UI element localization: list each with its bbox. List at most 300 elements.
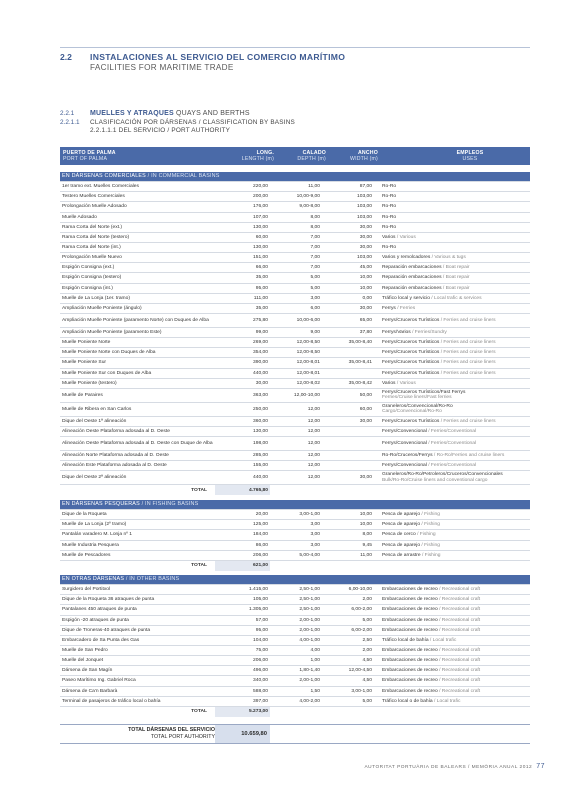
- depth-cell: 12,00: [270, 437, 322, 451]
- table-row: [60, 656, 530, 666]
- table-row: [60, 645, 530, 655]
- depth-cell: 7,00: [270, 253, 322, 263]
- berth-name: Muelle de La Lonja (1er. tramo): [60, 293, 215, 303]
- width-cell: 11,00: [322, 550, 374, 560]
- uses-cell: Graneleros/Convencional/Ro-Ro Cargo/Convencional/Ro-Ro: [374, 402, 530, 416]
- length-cell: 275,80: [215, 313, 270, 327]
- length-cell: 440,00: [215, 471, 270, 485]
- berth-name: Ampliación Muelle Poniente (ángulo): [60, 303, 215, 313]
- berth-name: Prolongación Muelle Adosado: [60, 202, 215, 212]
- length-cell: 206,00: [215, 656, 270, 666]
- width-cell: 35,00-8,40: [322, 338, 374, 348]
- width-cell: 2,00: [322, 595, 374, 605]
- berth-name: Alineación Oeste Plataforma adosada al D. Oeste con Duque de Alba: [60, 437, 215, 451]
- width-cell: 50,00: [322, 388, 374, 402]
- basin-table: [60, 172, 530, 495]
- berth-name: 1er tramo ext. Muelles Comerciales: [60, 182, 215, 192]
- berth-name: Espigón Consigna (ext.): [60, 263, 215, 273]
- table-row: [60, 212, 530, 222]
- berth-name: Prolongación Muelle Nuevo: [60, 253, 215, 263]
- uses-cell: Ferrys/Cruceros Turísticos / Ferries and cruise liners: [374, 416, 530, 426]
- length-cell: 57,00: [215, 615, 270, 625]
- berth-name: Rama Corta del Norte (int.): [60, 242, 215, 252]
- sub-subsection-title: CLASIFICACIÓN POR DÁRSENAS / CLASSIFICATION BY BASINS: [90, 118, 295, 126]
- berth-name: Ampliación Muelle Poniente (paramento Norte) con Duques de Alba: [60, 313, 215, 327]
- header-depth: CALADO DEPTH (m): [297, 150, 326, 162]
- length-cell: 105,00: [215, 595, 270, 605]
- table-row: [60, 550, 530, 560]
- subsection-heading: [60, 110, 530, 136]
- depth-cell: 7,00: [270, 232, 322, 242]
- length-cell: 1.305,00: [215, 605, 270, 615]
- depth-cell: 12,00: [270, 461, 322, 471]
- length-cell: 95,00: [215, 283, 270, 293]
- uses-cell: Ferrys/Cruceros Turísticos / Ferries and cruise liners: [374, 358, 530, 368]
- grand-total-value: 10.659,80: [215, 725, 270, 743]
- berth-name: Muelle de La Lonja (2º tramo): [60, 520, 215, 530]
- width-cell: 10,00: [322, 273, 374, 283]
- table-row: [60, 313, 530, 327]
- length-cell: 99,00: [215, 327, 270, 337]
- table-row: [60, 615, 530, 625]
- table-row: [60, 327, 530, 337]
- berth-name: Dique de la Roqueta: [60, 510, 215, 520]
- depth-cell: 3,00: [270, 530, 322, 540]
- table-row: [60, 686, 530, 696]
- depth-cell: 8,00: [270, 212, 322, 222]
- berth-name: Dique de Troneras-40 atraques de punta: [60, 625, 215, 635]
- total-label: TOTAL: [191, 709, 207, 715]
- width-cell: 30,00: [322, 232, 374, 242]
- length-cell: 155,00: [215, 461, 270, 471]
- length-cell: 95,00: [215, 625, 270, 635]
- section-subtitle: FACILITIES FOR MARITIME TRADE: [90, 63, 234, 72]
- width-cell: 30,00: [322, 222, 374, 232]
- uses-cell: Ferrys/Convencional / Ferries/Conventional: [374, 426, 530, 436]
- length-cell: 354,00: [215, 348, 270, 358]
- basin-table: [60, 575, 530, 717]
- depth-cell: 1,50: [270, 686, 322, 696]
- depth-cell: 3,00: [270, 540, 322, 550]
- section-title: INSTALACIONES AL SERVICIO DEL COMERCIO MARÍTIMO: [90, 52, 346, 62]
- depth-cell: 12,00-8,01: [270, 368, 322, 378]
- berth-name: Surgidero del Portitxol: [60, 585, 215, 595]
- depth-cell: 4,00: [270, 645, 322, 655]
- depth-cell: 12,00: [270, 416, 322, 426]
- uses-cell: Reparación embarcaciones / Boat repair: [374, 263, 530, 273]
- width-cell: 35,00-8,41: [322, 358, 374, 368]
- width-cell: 37,80: [322, 327, 374, 337]
- berth-name: Dique del Oeste 2ª alineación: [60, 471, 215, 485]
- length-cell: 588,00: [215, 686, 270, 696]
- berth-name: Espigón Consigna (testero): [60, 273, 215, 283]
- width-cell: 30,00: [322, 471, 374, 485]
- total-spacer: [270, 560, 530, 571]
- berth-name: Muelle Poniente Sur con Duques de Alba: [60, 368, 215, 378]
- uses-cell: Ferrys/Convencional / Ferries/Conventional: [374, 437, 530, 451]
- berth-name: Muelle Adosado: [60, 212, 215, 222]
- berth-name: Alineación Oeste Plataforma adosada al D. Oeste: [60, 426, 215, 436]
- berth-name: Terminal de pasajeros de tráfico local o bahía: [60, 696, 215, 706]
- length-cell: 390,00: [215, 358, 270, 368]
- uses-cell: Ro-Ro: [374, 182, 530, 192]
- berth-name: Testero Muelles Comerciales: [60, 192, 215, 202]
- berth-name: Dársena de Ca'n Barbarà: [60, 686, 215, 696]
- berth-name: Muelle de Paraires: [60, 388, 215, 402]
- table-row: [60, 676, 530, 686]
- table-row: [60, 605, 530, 615]
- uses-cell: Embarcaciones de recreo / Recreational craft: [374, 656, 530, 666]
- table-row: [60, 283, 530, 293]
- subsection-number: 2.2.1: [60, 110, 75, 117]
- width-cell: 3,00-1,00: [322, 686, 374, 696]
- table-row: [60, 471, 530, 485]
- length-cell: 200,00: [215, 192, 270, 202]
- length-cell: 363,00: [215, 388, 270, 402]
- berth-name: Paseo Marítimo Ing. Gabriel Roca: [60, 676, 215, 686]
- section-number: 2.2: [60, 52, 72, 62]
- table-row: [60, 273, 530, 283]
- uses-cell: Pesca de aparejo / Fishing: [374, 540, 530, 550]
- uses-cell: Tráfico local de bahía / Local trafic: [374, 635, 530, 645]
- length-cell: 184,00: [215, 530, 270, 540]
- length-cell: 20,00: [215, 510, 270, 520]
- width-cell: 4,50: [322, 676, 374, 686]
- uses-cell: Tráfico local y servicio / Local trafic & services: [374, 293, 530, 303]
- table-row: [60, 388, 530, 402]
- depth-cell: 2,50-1,00: [270, 595, 322, 605]
- width-cell: 65,00: [322, 313, 374, 327]
- uses-cell: Ro-Ro: [374, 242, 530, 252]
- table-row: [60, 540, 530, 550]
- berth-name: Espigón -20 atraques de punta: [60, 615, 215, 625]
- length-cell: 35,00: [215, 273, 270, 283]
- uses-cell: Reparación embarcaciones / Boat repair: [374, 283, 530, 293]
- berth-name: Ampliación Muelle Poniente (paramento Este): [60, 327, 215, 337]
- total-row: [60, 485, 530, 496]
- table-row: [60, 530, 530, 540]
- berth-name: Muelle del Jonquet: [60, 656, 215, 666]
- page-footer: [0, 763, 545, 770]
- depth-cell: 3,00: [270, 520, 322, 530]
- width-cell: 10,00: [322, 520, 374, 530]
- sub-subsection-number: 2.2.1.1: [60, 118, 80, 126]
- length-cell: 397,00: [215, 696, 270, 706]
- depth-cell: 5,00: [270, 283, 322, 293]
- depth-cell: 1,80-1,40: [270, 666, 322, 676]
- length-cell: 198,00: [215, 437, 270, 451]
- uses-cell: Tráfico local o de bahía / Local trafic: [374, 696, 530, 706]
- header-width: ANCHO WIDTH (m): [349, 150, 378, 162]
- uses-cell: Embarcaciones de recreo / Recreational craft: [374, 645, 530, 655]
- length-cell: 151,00: [215, 253, 270, 263]
- total-label: TOTAL: [191, 563, 207, 569]
- table-row: [60, 635, 530, 645]
- uses-cell: Ferrys/Cruceros Turísticos / Ferries and cruise liners: [374, 368, 530, 378]
- berth-name: Muelle de Ribera en San Carlos: [60, 402, 215, 416]
- section-heading: [60, 47, 530, 72]
- uses-cell: Embarcaciones de recreo / Recreational craft: [374, 676, 530, 686]
- uses-cell: Varios / Various: [374, 232, 530, 242]
- berth-name: Pantalanes 450 atraques de punta: [60, 605, 215, 615]
- table-row: [60, 378, 530, 388]
- depth-cell: 5,00-4,00: [270, 550, 322, 560]
- header-location: PUERTO DE PALMA PORT OF PALMA: [63, 150, 116, 162]
- width-cell: 5,00: [322, 615, 374, 625]
- table-row: [60, 416, 530, 426]
- basin-table: [60, 500, 530, 571]
- depth-cell: 12,00: [270, 402, 322, 416]
- table-row: [60, 451, 530, 461]
- length-cell: 269,00: [215, 338, 270, 348]
- total-value: 621,00: [215, 560, 270, 571]
- grand-total: [60, 724, 530, 744]
- table-row: [60, 358, 530, 368]
- width-cell: 2,50: [322, 635, 374, 645]
- berth-name: Alineación Este Plataforma adosada al D. Oeste: [60, 461, 215, 471]
- uses-cell: Ferrys / Ferries: [374, 303, 530, 313]
- depth-cell: 3,00: [270, 293, 322, 303]
- depth-cell: 2,00-1,00: [270, 615, 322, 625]
- depth-cell: 6,00: [270, 303, 322, 313]
- width-cell: [322, 348, 374, 358]
- table-row: [60, 293, 530, 303]
- berth-name: Dique del Oeste 1ª alineación: [60, 416, 215, 426]
- width-cell: [322, 426, 374, 436]
- width-cell: 45,00: [322, 263, 374, 273]
- width-cell: 10,00: [322, 283, 374, 293]
- berth-name: Muelle Industria Pesquera: [60, 540, 215, 550]
- table-row: [60, 595, 530, 605]
- depth-cell: 5,00: [270, 273, 322, 283]
- grand-total-label: TOTAL DÁRSENAS DEL SERVICIO TOTAL PORT AUTHORITY: [128, 727, 215, 740]
- depth-cell: 12,00: [270, 426, 322, 436]
- header-length: LONG. LENGTH (m): [241, 150, 274, 162]
- depth-cell: 12,00-8,50: [270, 348, 322, 358]
- table-row: [60, 242, 530, 252]
- depth-cell: 12,00-8,02: [270, 378, 322, 388]
- uses-cell: Pesca de aparejo / Fishing: [374, 510, 530, 520]
- length-cell: 104,00: [215, 635, 270, 645]
- table-row: [60, 222, 530, 232]
- length-cell: 30,00: [215, 378, 270, 388]
- table-row: [60, 348, 530, 358]
- table-row: [60, 696, 530, 706]
- berth-name: Pantalán varadero M. Lonja nº 1: [60, 530, 215, 540]
- width-cell: 6,00-2,00: [322, 625, 374, 635]
- depth-cell: 3,00-1,00: [270, 510, 322, 520]
- width-cell: [322, 451, 374, 461]
- depth-cell: 7,00: [270, 263, 322, 273]
- header-uses: EMPLEOS USES: [456, 150, 484, 162]
- depth-cell: 10,00-6,00: [270, 313, 322, 327]
- width-cell: 9,45: [322, 540, 374, 550]
- uses-cell: Pesca de arrastre / Fishing: [374, 550, 530, 560]
- length-cell: 285,00: [215, 451, 270, 461]
- length-cell: 250,00: [215, 402, 270, 416]
- length-cell: 440,00: [215, 368, 270, 378]
- uses-cell: Ferrys/Cruceros Turísticos / Ferries and cruise liners: [374, 338, 530, 348]
- length-cell: 35,00: [215, 303, 270, 313]
- uses-cell: Embarcaciones de recreo / Recreational craft: [374, 666, 530, 676]
- length-cell: 360,00: [215, 416, 270, 426]
- uses-cell: Varios / Various: [374, 378, 530, 388]
- depth-cell: 2,50-1,00: [270, 585, 322, 595]
- sub-sub-subsection-title: 2.2.1.1.1 DEL SERVICIO / PORT AUTHORITY: [90, 127, 231, 135]
- depth-cell: 9,00-8,00: [270, 202, 322, 212]
- width-cell: 103,00: [322, 253, 374, 263]
- table-row: [60, 520, 530, 530]
- length-cell: 111,00: [215, 293, 270, 303]
- length-cell: 206,00: [215, 550, 270, 560]
- berth-name: Alineación Norte Plataforma adosada al D. Oeste: [60, 451, 215, 461]
- uses-cell: Embarcaciones de recreo / Recreational craft: [374, 615, 530, 625]
- width-cell: 103,00: [322, 202, 374, 212]
- uses-cell: Ferrys/Convencional / Ferries/Conventional: [374, 461, 530, 471]
- uses-cell: Ferrys/Varios / Ferries/Sundry: [374, 327, 530, 337]
- total-spacer: [270, 706, 530, 717]
- total-row: [60, 560, 530, 571]
- table-row: [60, 202, 530, 212]
- berth-name: Rama Corta del Norte (testero): [60, 232, 215, 242]
- uses-cell: Ro-Ro/Cruceros/Ferrys / Ro-Ro/Ferries and cruise liners: [374, 451, 530, 461]
- table-row: [60, 303, 530, 313]
- uses-cell: Embarcaciones de recreo / Recreational craft: [374, 585, 530, 595]
- width-cell: 8,00: [322, 530, 374, 540]
- subsection-title: MUELLES Y ATRAQUES QUAYS AND BERTHS: [90, 110, 250, 117]
- depth-cell: 12,00-8,50: [270, 338, 322, 348]
- width-cell: 0,00: [322, 293, 374, 303]
- footer-text: AUTORITAT PORTUÀRIA DE BALEARS / MEMÒRIA ANUAL 2012: [364, 765, 533, 770]
- width-cell: 103,00: [322, 192, 374, 202]
- width-cell: 10,00: [322, 510, 374, 520]
- table-row: [60, 338, 530, 348]
- length-cell: 130,00: [215, 426, 270, 436]
- width-cell: [322, 437, 374, 451]
- uses-cell: Ro-Ro: [374, 222, 530, 232]
- table-row: [60, 368, 530, 378]
- table-row: [60, 402, 530, 416]
- length-cell: 130,00: [215, 222, 270, 232]
- width-cell: 30,00: [322, 303, 374, 313]
- width-cell: 2,00: [322, 645, 374, 655]
- uses-cell: Ro-Ro: [374, 202, 530, 212]
- berth-name: Rama Corta del Norte (ext.): [60, 222, 215, 232]
- basin-band: EN DÁRSENAS COMERCIALES / IN COMMERCIAL BASINS: [60, 172, 530, 182]
- depth-cell: 9,00: [270, 327, 322, 337]
- depth-cell: 12,00: [270, 451, 322, 461]
- table-row: [60, 253, 530, 263]
- uses-cell: Ro-Ro: [374, 212, 530, 222]
- berth-name: Muelle Poniente Norte con Duques de Alba: [60, 348, 215, 358]
- depth-cell: 8,00: [270, 222, 322, 232]
- uses-cell: Embarcaciones de recreo / Recreational craft: [374, 595, 530, 605]
- width-cell: 87,00: [322, 182, 374, 192]
- table-row: [60, 461, 530, 471]
- page-number: 77: [536, 763, 545, 770]
- width-cell: [322, 368, 374, 378]
- uses-cell: Embarcaciones de recreo / Recreational craft: [374, 605, 530, 615]
- table-row: [60, 232, 530, 242]
- width-cell: 60,00: [322, 402, 374, 416]
- basin-band: EN DÁRSENAS PESQUERAS / IN FISHING BASINS: [60, 500, 530, 510]
- uses-cell: Graneleros/Ro-Ro/Petroleros/Cruceros/Convencionales Bulk/Ro-Ro/Cruise liners and conventional cargo: [374, 471, 530, 485]
- uses-cell: Pesca de aparejo / Fishing: [374, 520, 530, 530]
- length-cell: 130,00: [215, 242, 270, 252]
- total-value: 5.273,00: [215, 706, 270, 717]
- width-cell: 6,00-2,00: [322, 605, 374, 615]
- width-cell: 12,00-4,50: [322, 666, 374, 676]
- depth-cell: 7,00: [270, 242, 322, 252]
- uses-cell: Embarcaciones de recreo / Recreational craft: [374, 625, 530, 635]
- berth-name: Embarcadero de Sa Punta des Gas: [60, 635, 215, 645]
- length-cell: 125,00: [215, 520, 270, 530]
- uses-cell: Embarcaciones de recreo / Recreational craft: [374, 686, 530, 696]
- table-row: [60, 263, 530, 273]
- length-cell: 86,00: [215, 540, 270, 550]
- length-cell: 107,00: [215, 212, 270, 222]
- width-cell: 30,00: [322, 416, 374, 426]
- width-cell: 35,00-8,42: [322, 378, 374, 388]
- length-cell: 1.415,00: [215, 585, 270, 595]
- total-label: TOTAL: [191, 487, 207, 493]
- berth-name: Muelle de San Pedro: [60, 645, 215, 655]
- length-cell: 60,00: [215, 232, 270, 242]
- uses-cell: Pesca de cerco / Fishing: [374, 530, 530, 540]
- total-value: 4.765,80: [215, 485, 270, 496]
- width-cell: 6,00-10,00: [322, 585, 374, 595]
- uses-cell: Ferrys/Cruceros Turísticos / Ferries and cruise liners: [374, 313, 530, 327]
- width-cell: 5,00: [322, 696, 374, 706]
- table-header: [60, 147, 530, 165]
- berth-name: Dársena de San Magín: [60, 666, 215, 676]
- uses-cell: Reparación embarcaciones / Boat repair: [374, 273, 530, 283]
- depth-cell: 12,00: [270, 471, 322, 485]
- table-row: [60, 192, 530, 202]
- depth-cell: 2,00-1,00: [270, 625, 322, 635]
- table-row: [60, 666, 530, 676]
- length-cell: 340,00: [215, 676, 270, 686]
- length-cell: 176,00: [215, 202, 270, 212]
- berth-name: Muelle Poniente Sur: [60, 358, 215, 368]
- depth-cell: 4,00-1,00: [270, 635, 322, 645]
- length-cell: 220,00: [215, 182, 270, 192]
- table-row: [60, 510, 530, 520]
- table-row: [60, 585, 530, 595]
- length-cell: 66,00: [215, 263, 270, 273]
- berth-name: Espigón Consigna (int.): [60, 283, 215, 293]
- uses-cell: Varios y remolcadores / Various & tugs: [374, 253, 530, 263]
- depth-cell: 10,00-9,00: [270, 192, 322, 202]
- berth-name: Muelle Poniente (testero): [60, 378, 215, 388]
- table-row: [60, 426, 530, 436]
- berth-name: Muelle de Pescadores: [60, 550, 215, 560]
- width-cell: 103,00: [322, 212, 374, 222]
- basin-band: EN OTRAS DÁRSENAS / IN OTHER BASINS: [60, 575, 530, 585]
- width-cell: [322, 461, 374, 471]
- depth-cell: 12,00-8,01: [270, 358, 322, 368]
- table-row: [60, 437, 530, 451]
- berth-name: Dique de la Roqueta 36 atraques de punta: [60, 595, 215, 605]
- berth-name: Muelle Poniente Norte: [60, 338, 215, 348]
- uses-cell: Ferrys/Cruceros Turísticos/Fast Ferrys Ferries/Cruise liners/Fast ferries: [374, 388, 530, 402]
- width-cell: 4,50: [322, 656, 374, 666]
- uses-cell: Ro-Ro: [374, 192, 530, 202]
- depth-cell: 4,00-2,00: [270, 696, 322, 706]
- length-cell: 75,00: [215, 645, 270, 655]
- depth-cell: 2,00-1,00: [270, 676, 322, 686]
- total-row: [60, 706, 530, 717]
